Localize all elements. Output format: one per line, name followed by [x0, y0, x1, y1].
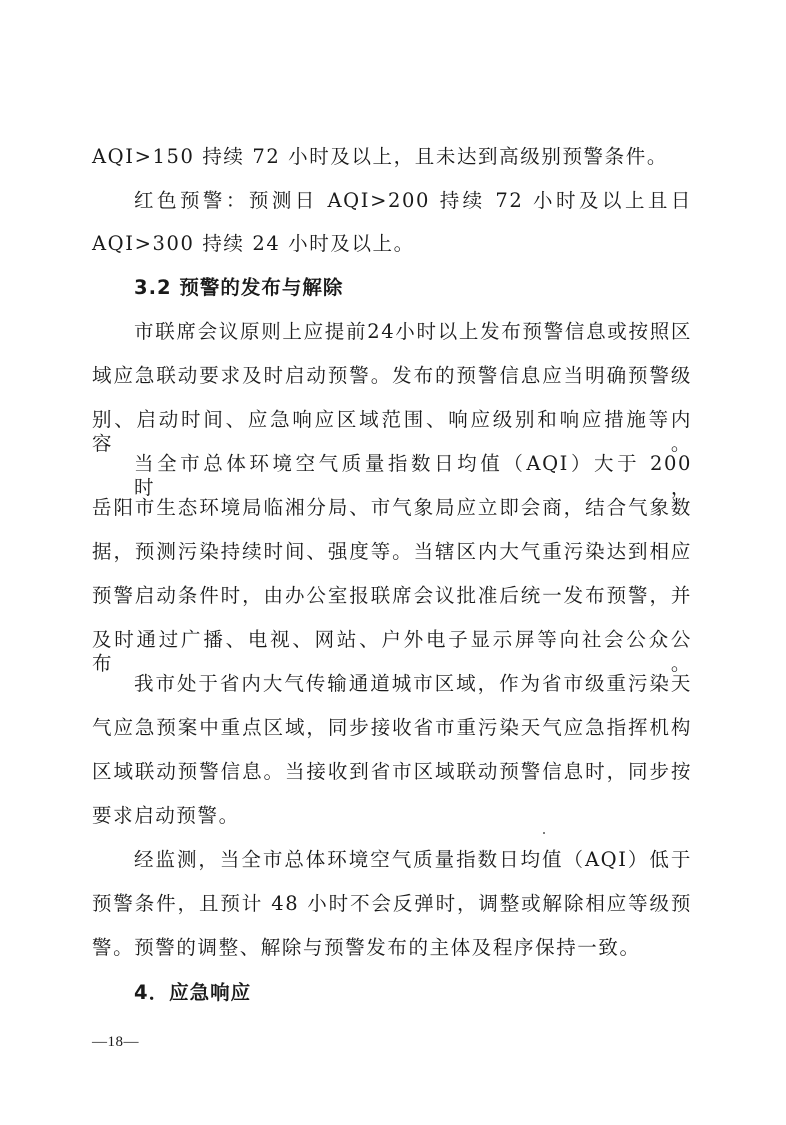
paragraph-line: 我市处于省内大气传输通道城市区域，作为省市级重污染天 [134, 672, 692, 695]
paragraph-line: AQI>300 持续 24 小时及以上。 [92, 232, 415, 255]
paragraph-line: 市联席会议原则上应提前24小时以上发布预警信息或按照区 [134, 320, 692, 343]
paragraph-line: 据，预测污染持续时间、强度等。当辖区内大气重污染达到相应 [92, 540, 692, 563]
scan-speck [543, 832, 545, 834]
paragraph-line: 红色预警：预测日 AQI>200 持续 72 小时及以上且日 [134, 189, 692, 212]
paragraph-line: 区域联动预警信息。当接收到省市区域联动预警信息时，同步按 [92, 760, 692, 783]
paragraph-line: 及时通过广播、电视、网站、户外电子显示屏等向社会公众公布。 [92, 628, 692, 675]
section-heading: 4．应急响应 [134, 981, 252, 1004]
paragraph-line: AQI>150 持续 72 小时及以上，且未达到高级别预警条件。 [92, 145, 668, 168]
paragraph-line: 警。预警的调整、解除与预警发布的主体及程序保持一致。 [92, 936, 641, 959]
paragraph-line: 当全市总体环境空气质量指数日均值（AQI）大于 200 时， [134, 452, 692, 499]
paragraph-line: 别、启动时间、应急响应区域范围、响应级别和响应措施等内容。 [92, 408, 692, 455]
paragraph-line: 要求启动预警。 [92, 804, 240, 827]
paragraph-line: 域应急联动要求及时启动预警。发布的预警信息应当明确预警级 [92, 364, 692, 387]
page-number: —18— [92, 1034, 139, 1050]
paragraph-line: 预警条件，且预计 48 小时不会反弹时，调整或解除相应等级预 [92, 892, 692, 915]
paragraph-line: 经监测，当全市总体环境空气质量指数日均值（AQI）低于 [134, 848, 692, 871]
paragraph-line: 气应急预案中重点区域，同步接收省市重污染天气应急指挥机构 [92, 716, 692, 739]
section-heading: 3.2 预警的发布与解除 [134, 276, 344, 299]
paragraph-line: 预警启动条件时，由办公室报联席会议批准后统一发布预警，并 [92, 584, 692, 607]
paragraph-line: 岳阳市生态环境局临湘分局、市气象局应立即会商，结合气象数 [92, 496, 692, 519]
